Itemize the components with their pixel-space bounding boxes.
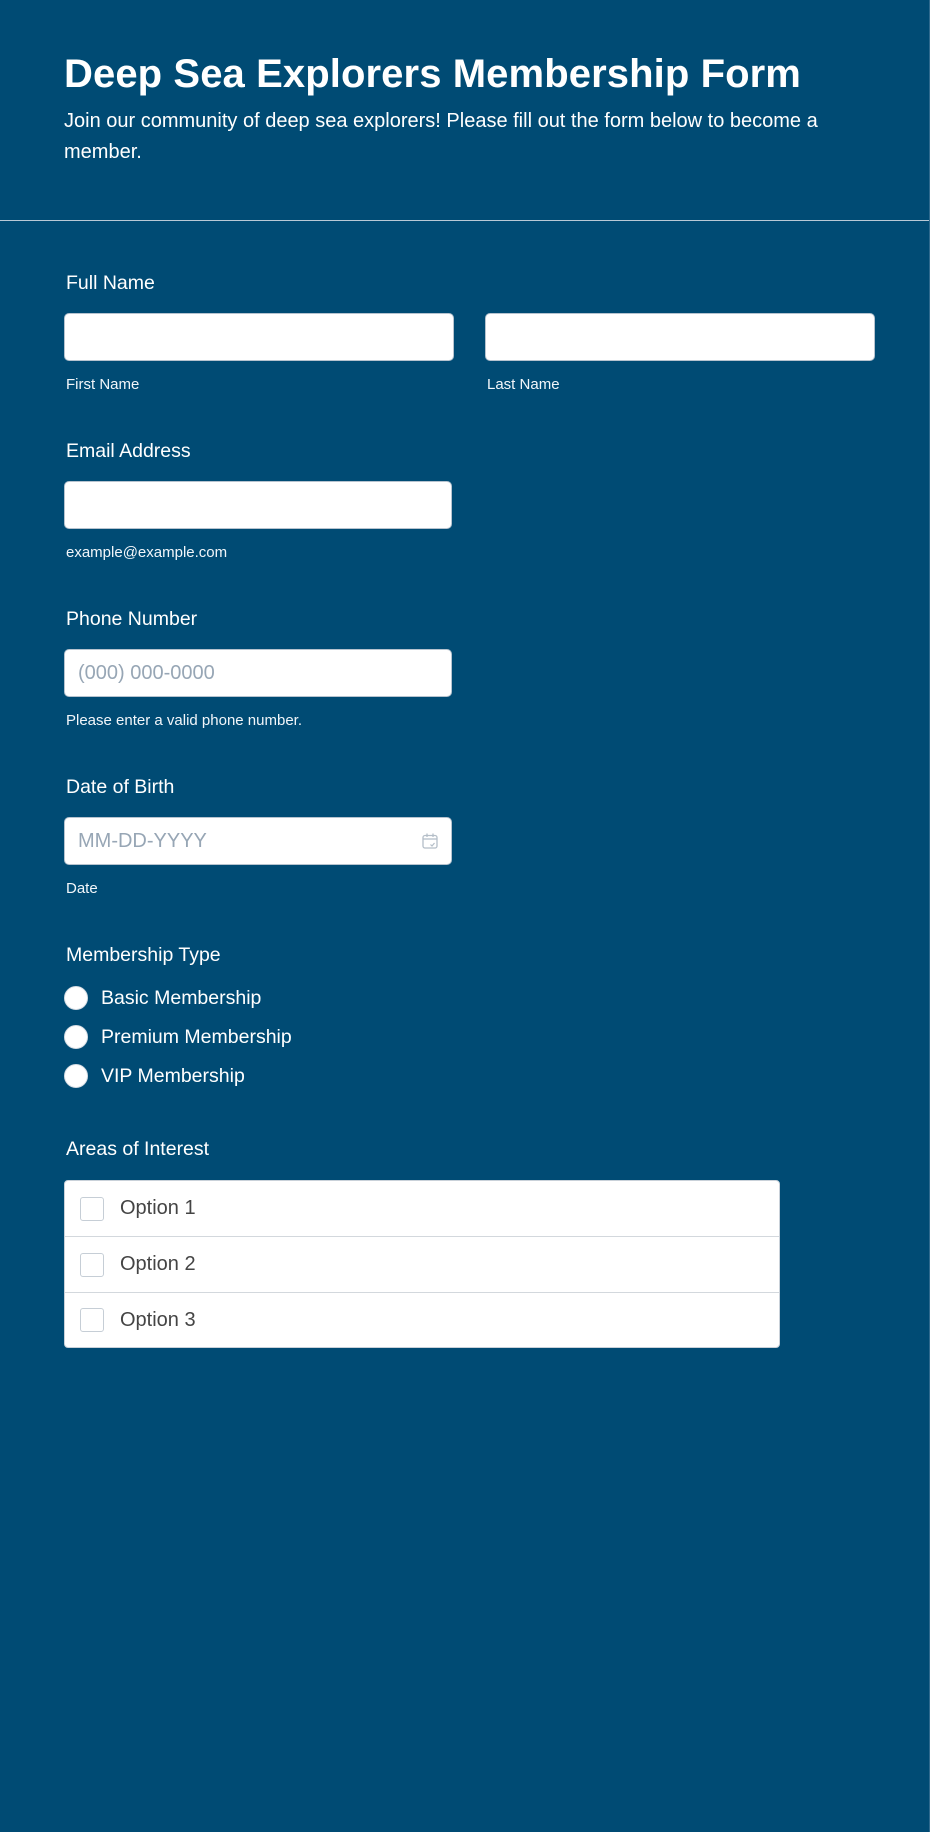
checkbox-option-1[interactable] — [65, 1181, 779, 1237]
first-name-input[interactable] — [65, 314, 453, 360]
checkbox-option-3[interactable] — [65, 1293, 779, 1347]
checkbox[interactable] — [80, 1197, 104, 1221]
checkbox-label: Option 3 — [120, 1308, 196, 1331]
radio-premium-membership[interactable] — [64, 1024, 292, 1050]
first-name-field[interactable] — [64, 313, 454, 361]
areas-of-interest-list — [64, 1180, 780, 1348]
radio-button[interactable] — [64, 1064, 88, 1088]
email-field[interactable] — [64, 481, 452, 529]
radio-basic-membership[interactable] — [64, 985, 261, 1011]
radio-label: VIP Membership — [101, 1064, 245, 1087]
dob-input[interactable] — [65, 818, 451, 864]
phone-input[interactable] — [65, 650, 451, 696]
email-sublabel: example@example.com — [66, 544, 228, 561]
checkbox-option-2[interactable] — [65, 1237, 779, 1293]
phone-field[interactable] — [64, 649, 452, 697]
email-input[interactable] — [65, 482, 451, 528]
membership-type-label: Membership Type — [66, 944, 221, 966]
checkbox[interactable] — [80, 1253, 104, 1277]
email-label: Email Address — [66, 440, 191, 462]
last-name-input[interactable] — [486, 314, 874, 360]
radio-button[interactable] — [64, 1025, 88, 1049]
checkbox-label: Option 1 — [120, 1197, 196, 1219]
calendar-icon[interactable] — [421, 832, 439, 850]
areas-of-interest-label: Areas of Interest — [66, 1138, 210, 1160]
dob-label: Date of Birth — [66, 776, 175, 798]
last-name-sublabel: Last Name — [487, 376, 560, 393]
first-name-sublabel: First Name — [66, 376, 140, 393]
phone-label: Phone Number — [66, 608, 198, 630]
page-title: Deep Sea Explorers Membership Form — [64, 52, 801, 96]
checkbox[interactable] — [80, 1308, 104, 1332]
checkbox-label: Option 2 — [120, 1253, 196, 1275]
dob-field[interactable] — [64, 817, 452, 865]
phone-sublabel: Please enter a valid phone number. — [66, 712, 302, 729]
form-header — [0, 0, 929, 221]
full-name-label: Full Name — [66, 272, 155, 294]
radio-label: Premium Membership — [101, 1025, 292, 1048]
radio-vip-membership[interactable] — [64, 1063, 245, 1089]
page-subtitle: Join our community of deep sea explorers! Please fill out the form below to become a member. — [64, 110, 818, 163]
radio-label: Basic Membership — [101, 986, 262, 1009]
last-name-field[interactable] — [485, 313, 875, 361]
radio-button[interactable] — [64, 986, 88, 1010]
dob-sublabel: Date — [66, 880, 98, 897]
